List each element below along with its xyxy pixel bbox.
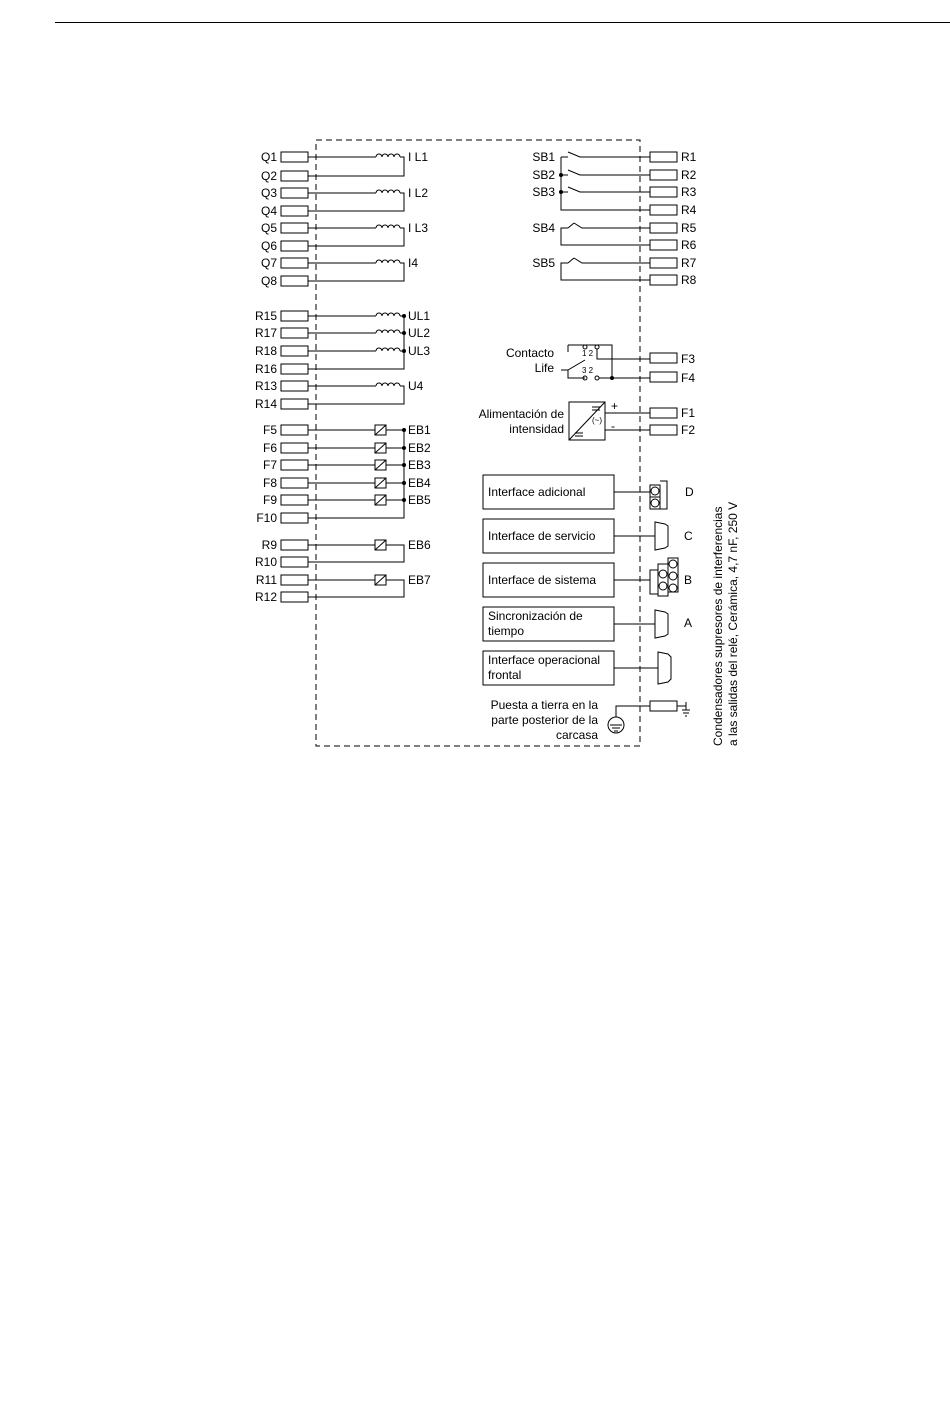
- terminal-label-R18: R18: [254, 344, 277, 358]
- terminal-F5: [281, 425, 308, 435]
- terminal-label-R15: R15: [254, 309, 277, 323]
- signal-relay-label-SB5: SB5: [532, 256, 555, 270]
- coil-label-current-2: I L2: [408, 186, 429, 200]
- terminal-R9: [281, 540, 308, 550]
- earth-ground-icon: [677, 702, 690, 716]
- binary-input-label-3: EB3: [408, 458, 431, 472]
- terminal-F7: [281, 460, 308, 470]
- coil-label-current-4: I4: [408, 256, 419, 270]
- terminal-F6: [281, 443, 308, 453]
- plus-sign: +: [611, 399, 619, 413]
- coil-label-voltage-2: UL2: [408, 326, 431, 340]
- terminal-label-R17: R17: [254, 326, 277, 340]
- signal-relay-label-SB2: SB2: [532, 168, 555, 182]
- terminal-Q2: [281, 171, 308, 181]
- terminal-label-F7: F7: [262, 458, 277, 472]
- terminal-Q3: [281, 188, 308, 198]
- terminal-Q5: [281, 223, 308, 233]
- terminal-Q4: [281, 206, 308, 216]
- side-note-line2: a las salidas del relé, Cerámica, 4,7 nF, 250 V: [726, 501, 740, 746]
- port-label-A: A: [684, 616, 693, 630]
- terminal-Q6: [281, 241, 308, 251]
- interface-label-time-sync-line2: tiempo: [488, 624, 525, 638]
- terminal-R1: [650, 152, 677, 162]
- voltage-coil-icon: [376, 383, 400, 386]
- terminal-label-F3: F3: [681, 352, 696, 366]
- current-coil-icon: [376, 260, 400, 263]
- terminal-R8: [650, 275, 677, 285]
- terminal-label-R4: R4: [681, 203, 697, 217]
- terminal-label-Q2: Q2: [260, 169, 277, 183]
- terminal-R7: [650, 258, 677, 268]
- terminal-label-Q7: Q7: [260, 256, 277, 270]
- terminal-Q8: [281, 276, 308, 286]
- terminal-R16: [281, 364, 308, 374]
- terminal-R6: [650, 240, 677, 250]
- terminal-label-F1: F1: [681, 406, 696, 420]
- binary-input-label-4: EB4: [408, 476, 431, 490]
- terminal-label-Q6: Q6: [260, 239, 277, 253]
- terminal-label-F8: F8: [262, 476, 277, 490]
- port-label-B: B: [684, 573, 693, 587]
- terminal-Q7: [281, 258, 308, 268]
- coil-label-current-1: I L1: [408, 150, 429, 164]
- terminal-label-R10: R10: [254, 555, 277, 569]
- voltage-coil-icon: [376, 313, 400, 316]
- binary-input-label-2: EB2: [408, 441, 431, 455]
- terminal-label-R5: R5: [681, 221, 697, 235]
- coil-label-current-3: I L3: [408, 221, 429, 235]
- current-inputs-group: [261, 150, 428, 288]
- coil-label-voltage-4: U4: [408, 379, 424, 393]
- terminal-label-R6: R6: [681, 238, 697, 252]
- current-coil-icon: [376, 190, 400, 193]
- life-contact-label-line2: Life: [534, 361, 554, 375]
- interfaces-group: [483, 475, 694, 685]
- terminal-label-R8: R8: [681, 273, 697, 287]
- signal-relay-label-SB3: SB3: [532, 185, 555, 199]
- terminal-label-Q4: Q4: [260, 204, 277, 218]
- terminal-R5: [650, 223, 677, 233]
- terminal-F3: [650, 353, 677, 363]
- binary-input-label-6: EB6: [408, 538, 431, 552]
- ground-label-line3: carcasa: [555, 728, 598, 742]
- terminal-label-Q5: Q5: [260, 221, 277, 235]
- power-supply-label-line1: Alimentación de: [478, 407, 564, 421]
- coil-label-voltage-1: UL1: [408, 309, 431, 323]
- terminal-label-F2: F2: [681, 423, 696, 437]
- terminal-R10: [281, 557, 308, 567]
- life-contact-pins-bottom: 3 2: [582, 366, 594, 375]
- terminal-F8: [281, 478, 308, 488]
- port-label-D: D: [685, 485, 694, 499]
- terminal-label-R13: R13: [254, 379, 277, 393]
- port-label-C: C: [684, 529, 693, 543]
- power-supply: [479, 399, 696, 440]
- current-coil-icon: [376, 225, 400, 228]
- interface-label-front-line2: frontal: [488, 668, 522, 682]
- terminal-label-Q8: Q8: [260, 274, 277, 288]
- terminal-label-F10: F10: [256, 511, 277, 525]
- interface-label-front-line1: Interface operacional: [488, 653, 601, 667]
- signal-relay-label-SB1: SB1: [532, 150, 555, 164]
- coil-label-voltage-3: UL3: [408, 344, 431, 358]
- ground-connection: [491, 698, 690, 742]
- terminal-R15: [281, 311, 308, 321]
- terminal-R4: [650, 205, 677, 215]
- interface-label-time-sync-line1: Sincronización de: [488, 609, 583, 623]
- terminal-label-F5: F5: [262, 423, 277, 437]
- terminal-R13: [281, 381, 308, 391]
- terminal-R11: [281, 575, 308, 585]
- terminal-R17: [281, 328, 308, 338]
- terminal-F4: [650, 372, 677, 382]
- current-coil-icon: [376, 154, 400, 157]
- binary-input-label-1: EB1: [408, 423, 431, 437]
- voltage-coil-icon: [376, 348, 400, 351]
- terminal-label-R12: R12: [254, 590, 277, 604]
- binary-inputs-group: [255, 423, 431, 604]
- terminal-label-R14: R14: [254, 397, 277, 411]
- terminal-label-F9: F9: [262, 493, 277, 507]
- signal-relay-label-SB4: SB4: [532, 221, 555, 235]
- terminal-label-R16: R16: [254, 362, 277, 376]
- interface-label-system: Interface de sistema: [488, 573, 597, 587]
- ground-label-line2: parte posterior de la: [491, 713, 598, 727]
- terminal-label-R9: R9: [261, 538, 277, 552]
- terminal-label-F6: F6: [262, 441, 277, 455]
- terminal-R18: [281, 346, 308, 356]
- minus-sign: -: [611, 419, 615, 433]
- signal-relays-group: [532, 150, 696, 287]
- terminal-ground: [650, 701, 677, 711]
- life-contact-pins-top: 1 2: [582, 349, 594, 358]
- terminal-Q1: [281, 152, 308, 162]
- terminal-label-R11: R11: [255, 573, 277, 587]
- binary-input-label-7: EB7: [408, 573, 431, 587]
- terminal-R3: [650, 187, 677, 197]
- terminal-F1: [650, 408, 677, 418]
- terminal-label-R1: R1: [681, 150, 697, 164]
- terminal-R2: [650, 170, 677, 180]
- ground-label-line1: Puesta a tierra en la: [490, 698, 598, 712]
- terminal-label-F4: F4: [681, 371, 696, 385]
- terminal-label-R3: R3: [681, 185, 697, 199]
- terminal-label-Q3: Q3: [260, 186, 277, 200]
- life-contact-label-line1: Contacto: [505, 346, 554, 360]
- terminal-R12: [281, 592, 308, 602]
- terminal-label-Q1: Q1: [260, 150, 277, 164]
- terminal-label-R7: R7: [681, 256, 697, 270]
- binary-input-label-5: EB5: [408, 493, 431, 507]
- interface-label-service: Interface de servicio: [488, 529, 596, 543]
- voltage-inputs-group: [255, 309, 430, 411]
- terminal-R14: [281, 399, 308, 409]
- interface-label-additional: Interface adicional: [488, 485, 586, 499]
- svg-text:(~): (~): [592, 416, 602, 425]
- terminal-label-R2: R2: [681, 168, 697, 182]
- terminal-F9: [281, 495, 308, 505]
- power-supply-label-line2: intensidad: [509, 422, 564, 436]
- terminal-F2: [650, 425, 677, 435]
- voltage-coil-icon: [376, 330, 400, 333]
- terminal-F10: [281, 513, 308, 523]
- side-note-line1: Condensadores supresores de interferencias: [711, 506, 725, 746]
- life-contact: [506, 345, 695, 385]
